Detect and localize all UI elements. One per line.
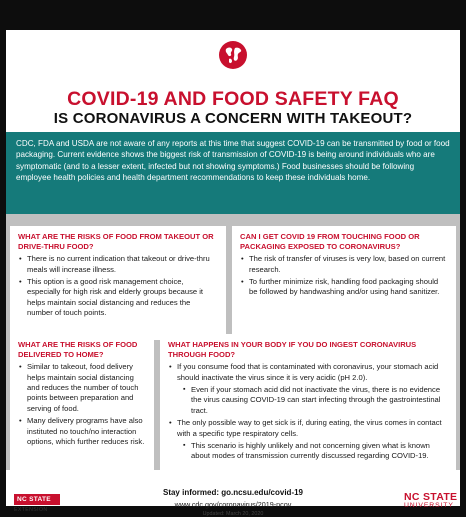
university-label: UNIVERSITY	[404, 502, 454, 509]
intro-text: CDC, FDA and USDA are not aware of any reports at this time that suggest COVID-19 can be transmitted by food or food packaging. Current evidence shows the biggest risk of transmission of COVID-19 is being around individuals who are symptomatic (and to a lesser extent, infected but not showing symptoms.) Food businesses should be following employee health policies and health department recommendations to keep these individuals home.	[16, 139, 450, 183]
nc-state-wordmark: NC STATE	[14, 494, 60, 505]
extension-label: EXTENSION	[14, 507, 48, 513]
faq-touching-packaging	[232, 226, 456, 340]
nc-state-university-logo	[404, 492, 464, 510]
nc-state-wordmark: NC STATE	[404, 491, 458, 503]
faq-bullet: • This option is a good risk management choice, especially for high risk and elderly groups because it helps maintain social distancing and reduces the number of touch points.	[18, 277, 218, 319]
page-subtitle: IS CORONAVIRUS A CONCERN WITH TAKEOUT?	[53, 110, 413, 127]
stay-informed-link[interactable]: Stay informed: go.ncsu.edu/covid-19	[162, 488, 304, 497]
faq-sub-bullet: ▪ Even if your stomach acid did not inactivate the virus, there is no evidence the virus causing COVID-19 can start infecting through the gastrointestinal tract.	[182, 385, 448, 416]
faq-bullet: • To further minimize risk, handling food packaging should be followed by handwashing and/or using hand sanitizer.	[240, 277, 448, 298]
page-title: COVID-19 AND FOOD SAFETY FAQ	[67, 88, 399, 110]
updated-date: Updated: March 20, 2020	[202, 511, 264, 517]
faq-bullet: • Many delivery programs have also instituted no touch/no interaction options, which further reduces risk.	[18, 416, 146, 447]
faq-bullet: • There is no current indication that takeout or drive-thru meals will increase illness.	[18, 254, 218, 275]
faq-heading: WHAT ARE THE RISKS OF FOOD FROM TAKEOUT OR DRIVE-THRU FOOD?	[18, 232, 214, 251]
cdc-link[interactable]: www.cdc.gov/coronavirus/2019-ncov	[174, 500, 292, 509]
faq-bullet: • The only possible way to get sick is if, during eating, the virus comes in contact with a specific type respiratory cells.	[168, 418, 448, 439]
faq-delivery	[10, 334, 154, 470]
faq-ingest	[160, 334, 456, 470]
faq-bullet: • If you consume food that is contaminated with coronavirus, your stomach acid should inactivate the virus since it is very acidic (pH 2.0).	[168, 362, 448, 383]
faq-heading: WHAT HAPPENS IN YOUR BODY IF YOU DO INGEST CORONAVIRUS THROUGH FOOD?	[168, 340, 417, 359]
faq-flyer	[6, 30, 460, 517]
faq-bullet: • The risk of transfer of viruses is very low, based on current research.	[240, 254, 448, 275]
faq-bullet: • Similar to takeout, food delivery helps maintain social distancing and reduces the number of touch points between preparation and serving of food.	[18, 362, 146, 414]
faq-heading: CAN I GET COVID 19 FROM TOUCHING FOOD OR PACKAGING EXPOSED TO CORONAVIRUS?	[240, 232, 420, 251]
faq-sub-bullet: ▪ This scenario is highly unlikely and not concerning given what is known about modes of transmission currently discussed regarding COVID-19.	[182, 441, 448, 462]
intro-banner	[6, 132, 460, 214]
globe-icon	[218, 40, 248, 70]
faq-heading: WHAT ARE THE RISKS OF FOOD DELIVERED TO HOME?	[18, 340, 138, 359]
faq-takeout	[10, 226, 226, 340]
